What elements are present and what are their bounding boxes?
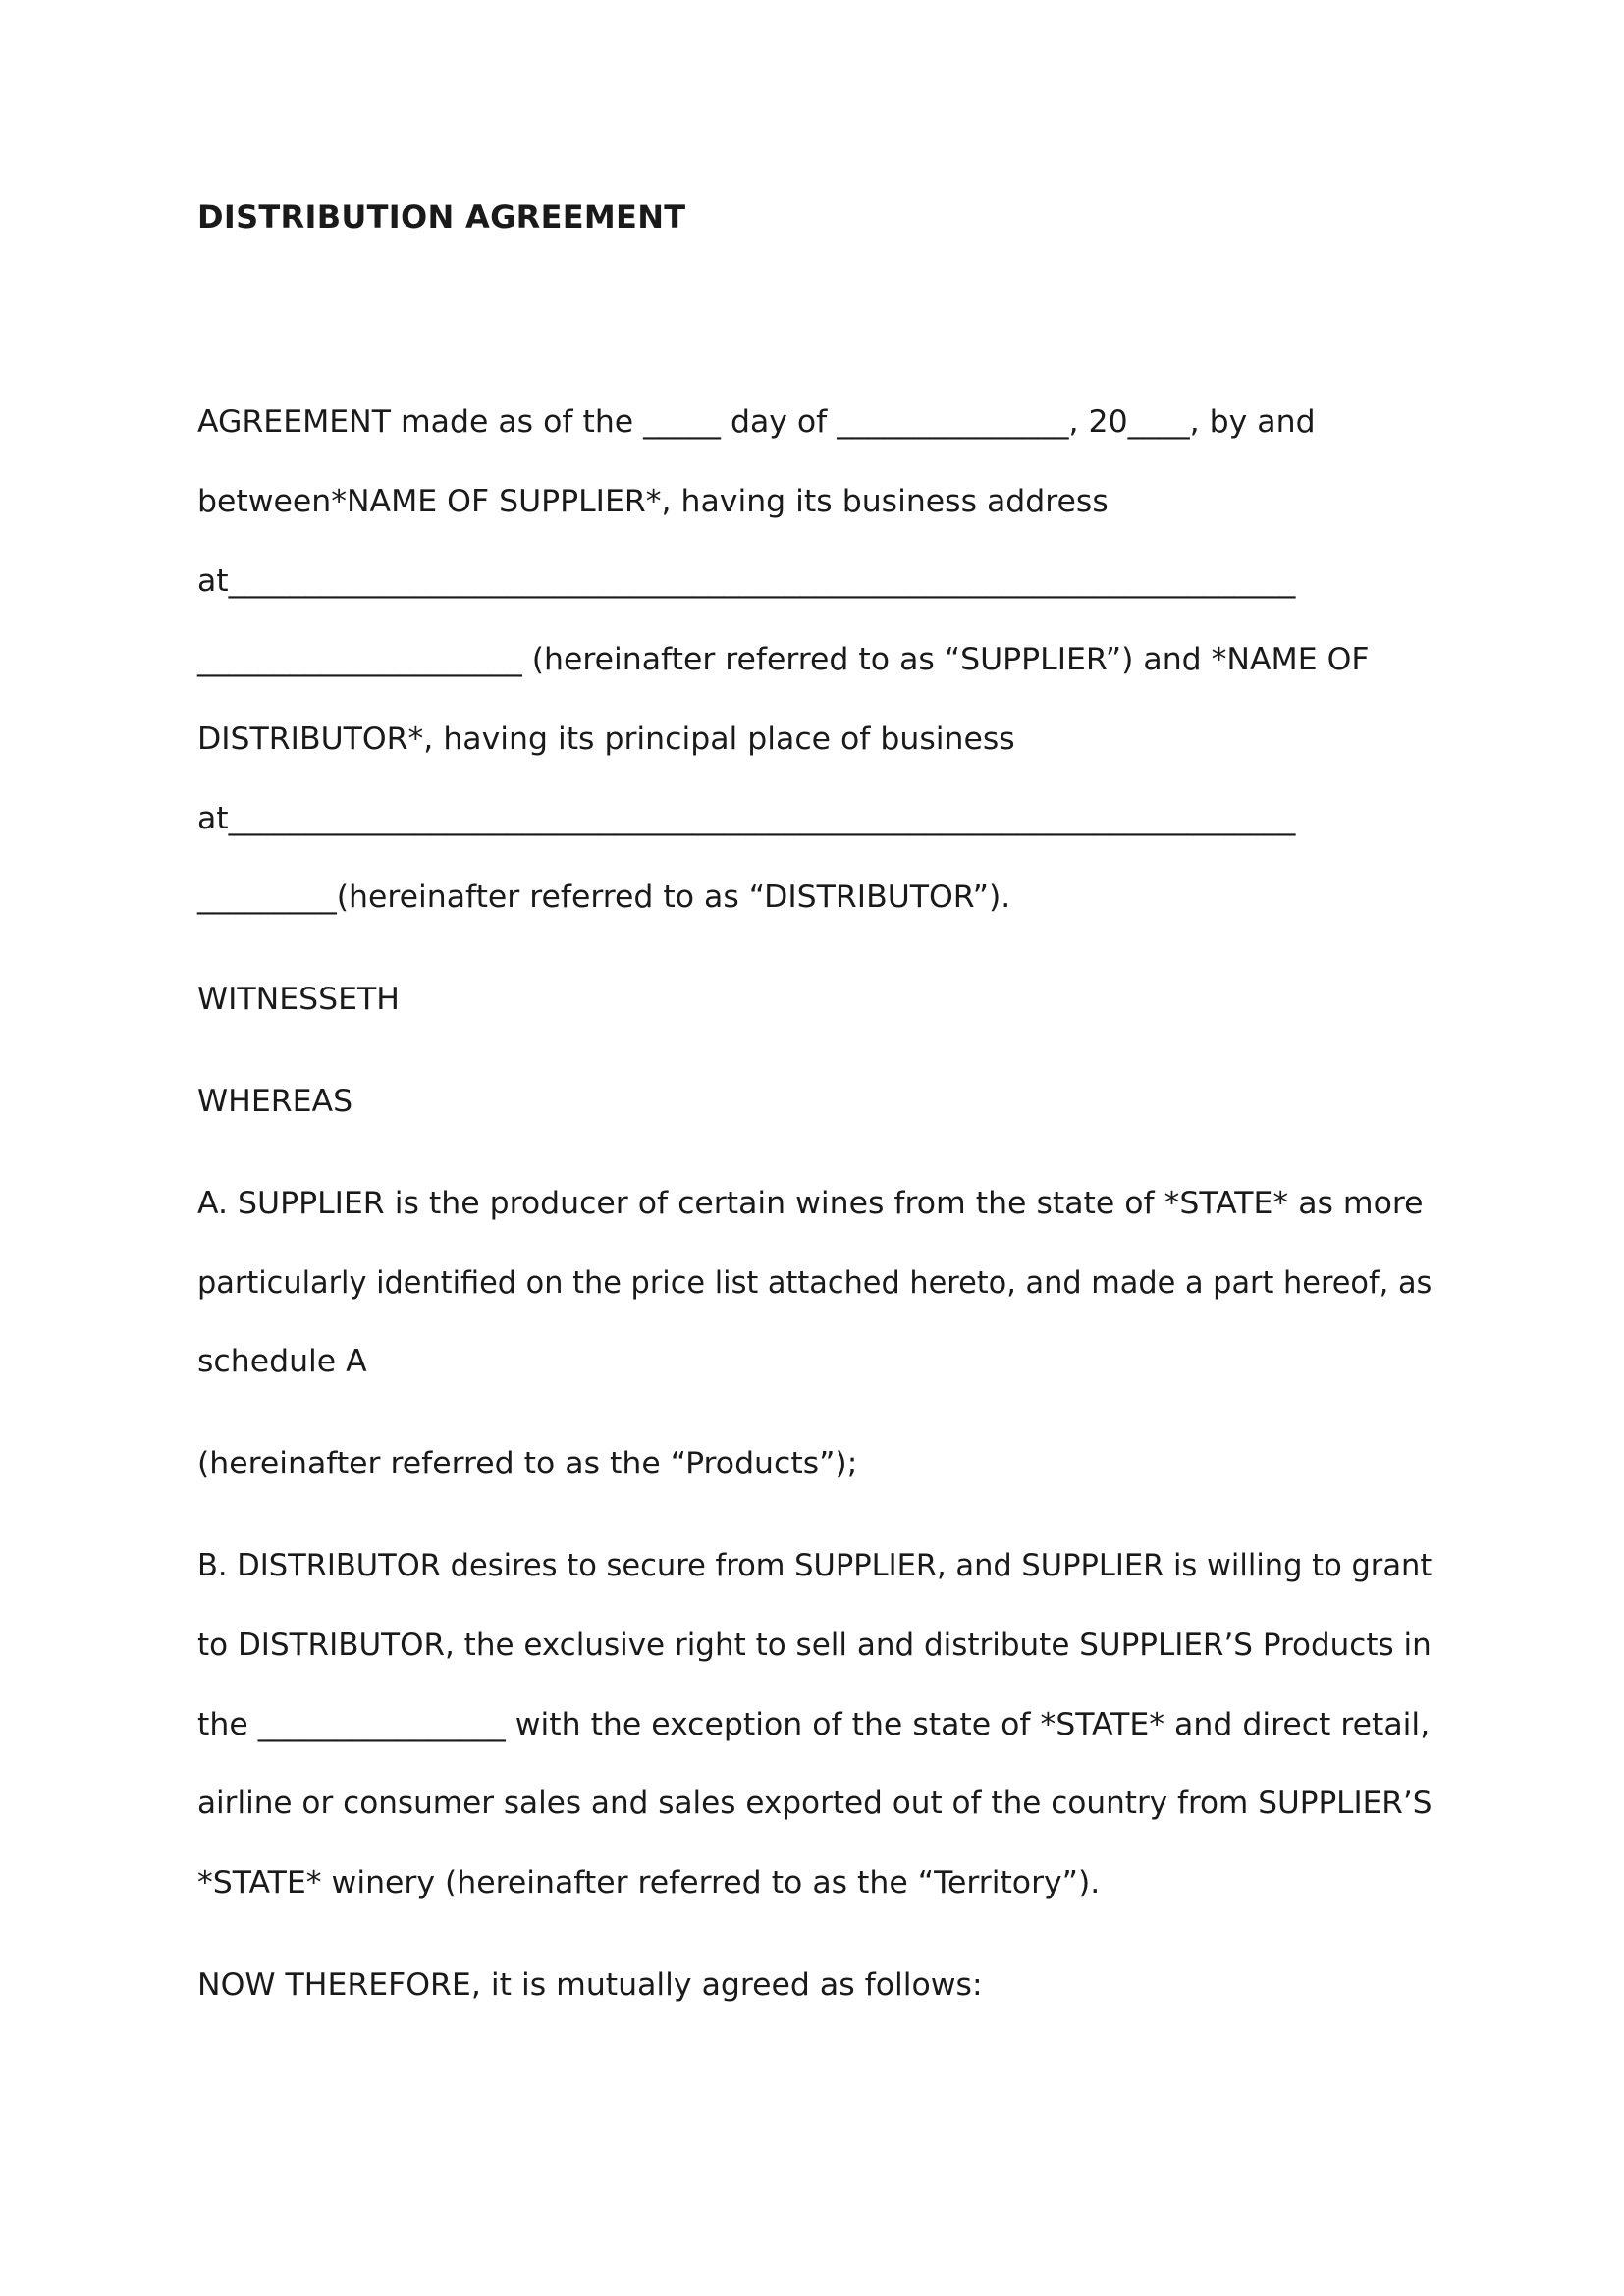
recital-a-line-1: A. SUPPLIER is the producer of certain wines from the state of *STATE* as more [197,1186,1424,1221]
agreement-date-line: AGREEMENT made as of the _____ day of _______________, 20____, by and [197,404,1316,440]
supplier-definition-line: _____________________ (hereinafter referred to as “SUPPLIER”) and *NAME OF [197,642,1370,677]
supplier-name-line: between*NAME OF SUPPLIER*, having its business address [197,484,1109,519]
distributor-name-line: DISTRIBUTOR*, having its principal place of business [197,721,1015,757]
recital-a-line-2: particularly identified on the price list attached hereto, and made a part hereof, as [197,1265,1433,1301]
products-definition-line: (hereinafter referred to as the “Products”); [197,1446,858,1481]
recital-a-line-3: schedule A [197,1344,367,1379]
distributor-address-line: at_____________________________________________________________________ [197,801,1296,836]
recital-b-line-2: to DISTRIBUTOR, the exclusive right to sell and distribute SUPPLIER’S Products in [197,1628,1432,1663]
territory-definition-line: *STATE* winery (hereinafter referred to as the “Territory”). [197,1865,1101,1900]
recital-b-line-4: airline or consumer sales and sales exported out of the country from SUPPLIER’S [197,1786,1433,1821]
distributor-definition-line: _________(hereinafter referred to as “DISTRIBUTOR”). [197,880,1011,915]
whereas-heading: WHEREAS [197,1084,353,1119]
now-therefore-line: NOW THEREFORE, it is mutually agreed as follows: [197,1967,983,2002]
witnesseth-heading: WITNESSETH [197,982,400,1017]
supplier-address-line: at_____________________________________________________________________ [197,563,1296,599]
recital-b-line-3: the ________________ with the exception of the state of *STATE* and direct retail, [197,1707,1431,1742]
document-title: DISTRIBUTION AGREEMENT [197,198,686,236]
recital-b-line-1: B. DISTRIBUTOR desires to secure from SUPPLIER, and SUPPLIER is willing to grant [197,1548,1433,1583]
